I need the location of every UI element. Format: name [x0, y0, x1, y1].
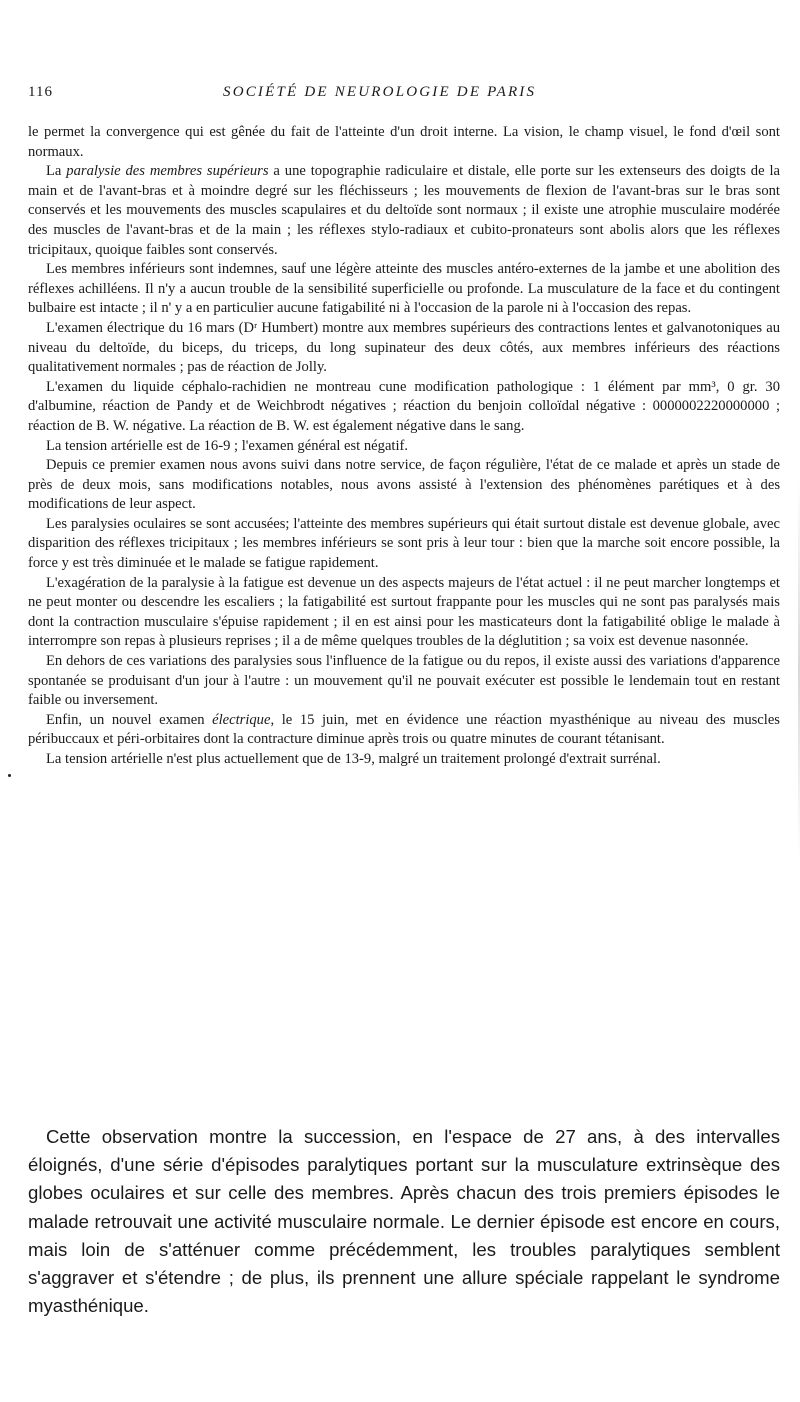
- text-segment: L'examen électrique du 16 mars (Dʳ Humbert) montre aux membres supérieurs des contractions lentes et galvanotoniques au niveau du deltoïde, du biceps, du triceps, du long supinateur des deux côtés, aux membres inférieurs des réactions qualitativement normales ; pas de réaction de Jolly.: [28, 319, 780, 376]
- text-segment: La: [46, 163, 67, 180]
- body-paragraph: [28, 162, 780, 260]
- italic-text: paralysie des membres supérieurs: [66, 163, 269, 180]
- body-paragraph: [28, 711, 780, 750]
- text-segment: L'examen du liquide céphalo-rachidien ne montreau cune modification pathologique : 1 élément par mm³, 0 gr. 30 d'albumine, réaction de Pandy et de Weichbrodt négatives ; réaction du benjoin colloïdal négative : 0000002220000000 ; réaction de B. W. négative. La réaction de B. W. est également négative dans le sang.: [28, 378, 780, 434]
- italic-text: électrique: [212, 711, 271, 728]
- text-segment: Depuis ce premier examen nous avons suivi dans notre service, de façon régulière, l'état de ce malade et après un stade de près de deux mois, sans modifications notables, nous avons assisté à l'extension des phénomènes parétiques et à des modifications de leur aspect.: [28, 457, 780, 513]
- body-paragraph: [28, 750, 780, 770]
- text-segment: Enfin, un nouvel examen: [46, 711, 213, 728]
- text-segment: Les paralysies oculaires se sont accusées; l'atteinte des membres supérieurs qui était surtout distale est devenue globale, avec disparition des réflexes tricipitaux ; les membres inférieurs se sont pris à leur tour : bien que la marche soit encore possible, la force y est très diminuée et le malade se fatigue rapidement.: [28, 515, 780, 572]
- conclusion-block: [28, 1123, 780, 1320]
- text-segment: , le 15 juin, met en évidence une réaction myasthénique au niveau des muscles péribuccaux et péri-orbitaires dont la contracture diminue après trois ou quatre minutes de courant tétanisant.: [28, 711, 780, 748]
- body-paragraph: [28, 319, 780, 378]
- body-paragraph: [28, 437, 780, 457]
- text-segment: La tension artérielle est de 16-9 ; l'examen général est négatif.: [46, 437, 409, 454]
- page-header: [28, 84, 780, 108]
- text-segment: le permet la convergence qui est gênée du fait de l'atteinte d'un droit interne. La vision, le champ visuel, le fond d'œil sont normaux.: [28, 124, 780, 160]
- body-paragraph: [28, 515, 780, 574]
- body-paragraph: [28, 574, 780, 652]
- margin-mark: [8, 774, 11, 777]
- conclusion-paragraph: Cette observation montre la succession, en l'espace de 27 ans, à des intervalles éloignés, d'une série d'épisodes paralytiques portant sur la musculature extrinsèque des globes oculaires et sur celle des membres. Après chacun des trois premiers épisodes le malade retrouvait une activité musculaire normale. Le dernier épisode est encore en cours, mais loin de s'atténuer comme précédemment, les troubles paralytiques semblent s'aggraver et s'étendre ; de plus, ils prennent une allure spéciale rappelant le syndrome myasthénique.: [28, 1126, 780, 1317]
- body-text: [28, 123, 780, 770]
- body-paragraph: [28, 260, 780, 319]
- text-segment: L'exagération de la paralysie à la fatigue est devenue un des aspects majeurs de l'état actuel : il ne peut marcher longtemps et ne peut monter ou descendre les escaliers ; la fatigabilité est surtout frappante pour les muscles qui ne sont pas paralysés mais dont la contraction musculaire s'épuise rapidement ; il en est ainsi pour les masticateurs dont la fatigabilité oblige le malade à interrompre son repas à plusieurs reprises ; il a de même quelques troubles de la déglutition ; sa voix est devenue nasonnée.: [28, 574, 780, 650]
- page-number: 116: [28, 84, 53, 100]
- text-segment: a une topographie radiculaire et distale, elle porte sur les extenseurs des doigts de la main et de l'avant-bras et à moindre degré sur les fléchisseurs ; les mouvements de flexion de l'avant-bras sur le bras sont conservés et les mouvements des muscles scapulaires et du deltoïde sont normaux ; il existe une atrophie musculaire modérée des muscles de l'avant-bras et de la main ; les réflexes stylo-radiaux et cubito-pronateurs sont abolis alors que les réflexes tricipitaux, quoique faibles sont conservés.: [28, 163, 780, 258]
- body-paragraph: [28, 652, 780, 711]
- body-paragraph: [28, 456, 780, 515]
- body-paragraph: [28, 378, 780, 437]
- text-segment: La tension artérielle n'est plus actuellement que de 13-9, malgré un traitement prolongé d'extrait surrénal.: [46, 751, 661, 767]
- running-title: SOCIÉTÉ DE NEUROLOGIE DE PARIS: [223, 84, 537, 100]
- text-segment: En dehors de ces variations des paralysies sous l'influence de la fatigue ou du repos, il existe aussi des variations d'apparence spontanée se produisant d'un jour à l'autre : un mouvement qu'il ne pouvait exécuter est possible le lendemain tout en restant faible ou inversement.: [28, 653, 780, 709]
- body-paragraph: [28, 123, 780, 162]
- text-segment: Les membres inférieurs sont indemnes, sauf une légère atteinte des muscles antéro-externes de la jambe et une abolition des réflexes achilléens. Il n'y a aucun trouble de la sensibilité superficielle ou profonde. La musculature de la face et du contingent bulbaire est intacte ; il n' y a en particulier aucune fatigabilité ni à l'occasion de la parole ni à l'occasion des repas.: [28, 261, 780, 317]
